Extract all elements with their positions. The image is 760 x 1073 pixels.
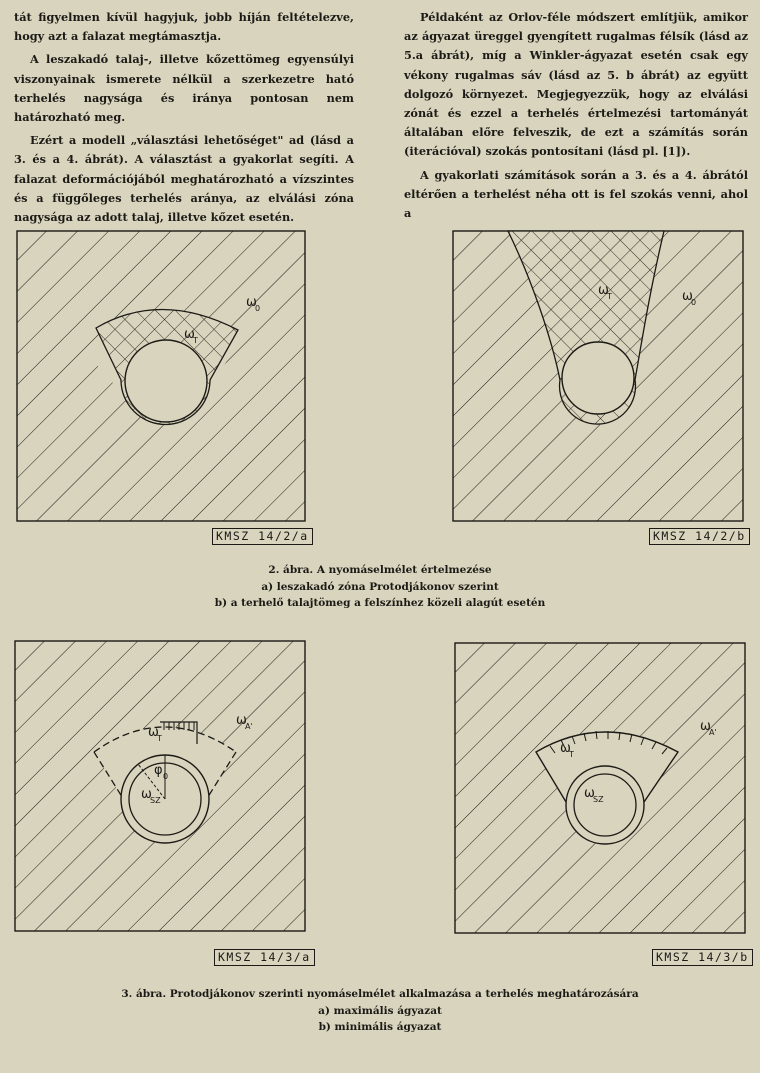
paragraph: A leszakadó talaj-, illetve kőzettömeg egyensúlyi viszonyainak ismerete nélkül a szerkezetre ható terhelés nagysága és iránya pontosan nem határozható meg. [14,52,354,125]
omega-sz-label: ω [584,786,595,801]
omega-0-subscript: 0 [255,304,261,313]
right-text-column [404,8,748,227]
figure-2-caption [0,562,760,612]
paragraph: Ezért a modell „választási lehetőséget" ad (lásd a 3. és a 4. ábrát). A választást a gyakorlat segíti. A falazat deformációjából meghatározható a vízszintes és a függőleges terhelés aránya, az elválási zóna nagysága az adott talaj, illetve kőzet esetén. [14,133,354,225]
omega-0-label: ω [682,289,693,304]
omega-sz-subscript: SZ [150,796,161,805]
caption-line: b) a terhelő talajtömeg a felszínhez közeli alagút esetén [214,597,546,609]
figure-code-3a: KMSZ 14/3/a [214,949,315,966]
omega-a-label: ω [700,719,711,734]
omega-sz-subscript: SZ [593,795,604,804]
caption-line: a) maximális ágyazat [318,1004,442,1017]
figure-code-2a: KMSZ 14/2/a [212,528,313,545]
omega-0-subscript: 0 [691,298,697,307]
caption-title: 3. ábra. Protodjákonov szerinti nyomáselmélet alkalmazása a terhelés meghatározására [121,988,639,1000]
omega-t-subscript: T [157,734,162,743]
caption-title: 2. ábra. A nyomáselmélet értelmezése [268,564,492,576]
figure-code-2b: KMSZ 14/2/b [649,528,750,545]
phi-0-subscript: 0 [163,772,169,781]
figure-3b [454,642,746,934]
left-text-column [14,8,354,231]
omega-0-label: ω [246,295,257,310]
caption-line: b) minimális ágyazat [318,1021,442,1033]
omega-t-subscript: T [193,336,198,345]
paragraph: A gyakorlati számítások során a 3. és a 4. ábrától eltérően a terhelést néha ott is fel szokás venni, ahol a [404,167,748,221]
omega-t-label: ω [148,725,159,740]
figure-2a [16,230,306,522]
paragraph: tát figyelmen kívül hagyjuk, jobb híján feltételezve, hogy azt a falazat megtámasztja. [14,10,354,44]
omega-t-label: ω [184,327,195,342]
omega-a-subscript: A' [245,722,253,731]
omega-sz-label: ω [141,787,152,802]
figure-2b [452,230,744,522]
figure-3-caption [0,986,760,1036]
omega-t-label: ω [598,283,609,298]
figure-code-3b: KMSZ 14/3/b [652,949,753,966]
phi-0-label: φ [154,763,163,778]
omega-a-subscript: A' [709,728,717,737]
omega-t-subscript: T [607,292,612,301]
omega-t-subscript: T [569,750,574,759]
omega-t-label: ω [560,741,571,756]
paragraph: Példaként az Orlov-féle módszert említjük, amikor az ágyazat üreggel gyengített rugalmas félsík (lásd az 5.a ábrát), míg a Winkler-ágyazat esetén csak egy vékony rugalmas sáv (lásd az 5. b ábrát) az együtt dolgozó környezet. Megjegyezzük, hogy az elválási zónát és ezzel a terhelés értelmezési tartományát általában előre felveszik, de ezt a számítás során (iterációval) szokás pontosítani (lásd pl. [1]). [404,10,748,159]
omega-a-label: ω [236,713,247,728]
caption-line: a) leszakadó zóna Protodjákonov szerint [261,580,499,593]
figure-3a [14,640,306,932]
